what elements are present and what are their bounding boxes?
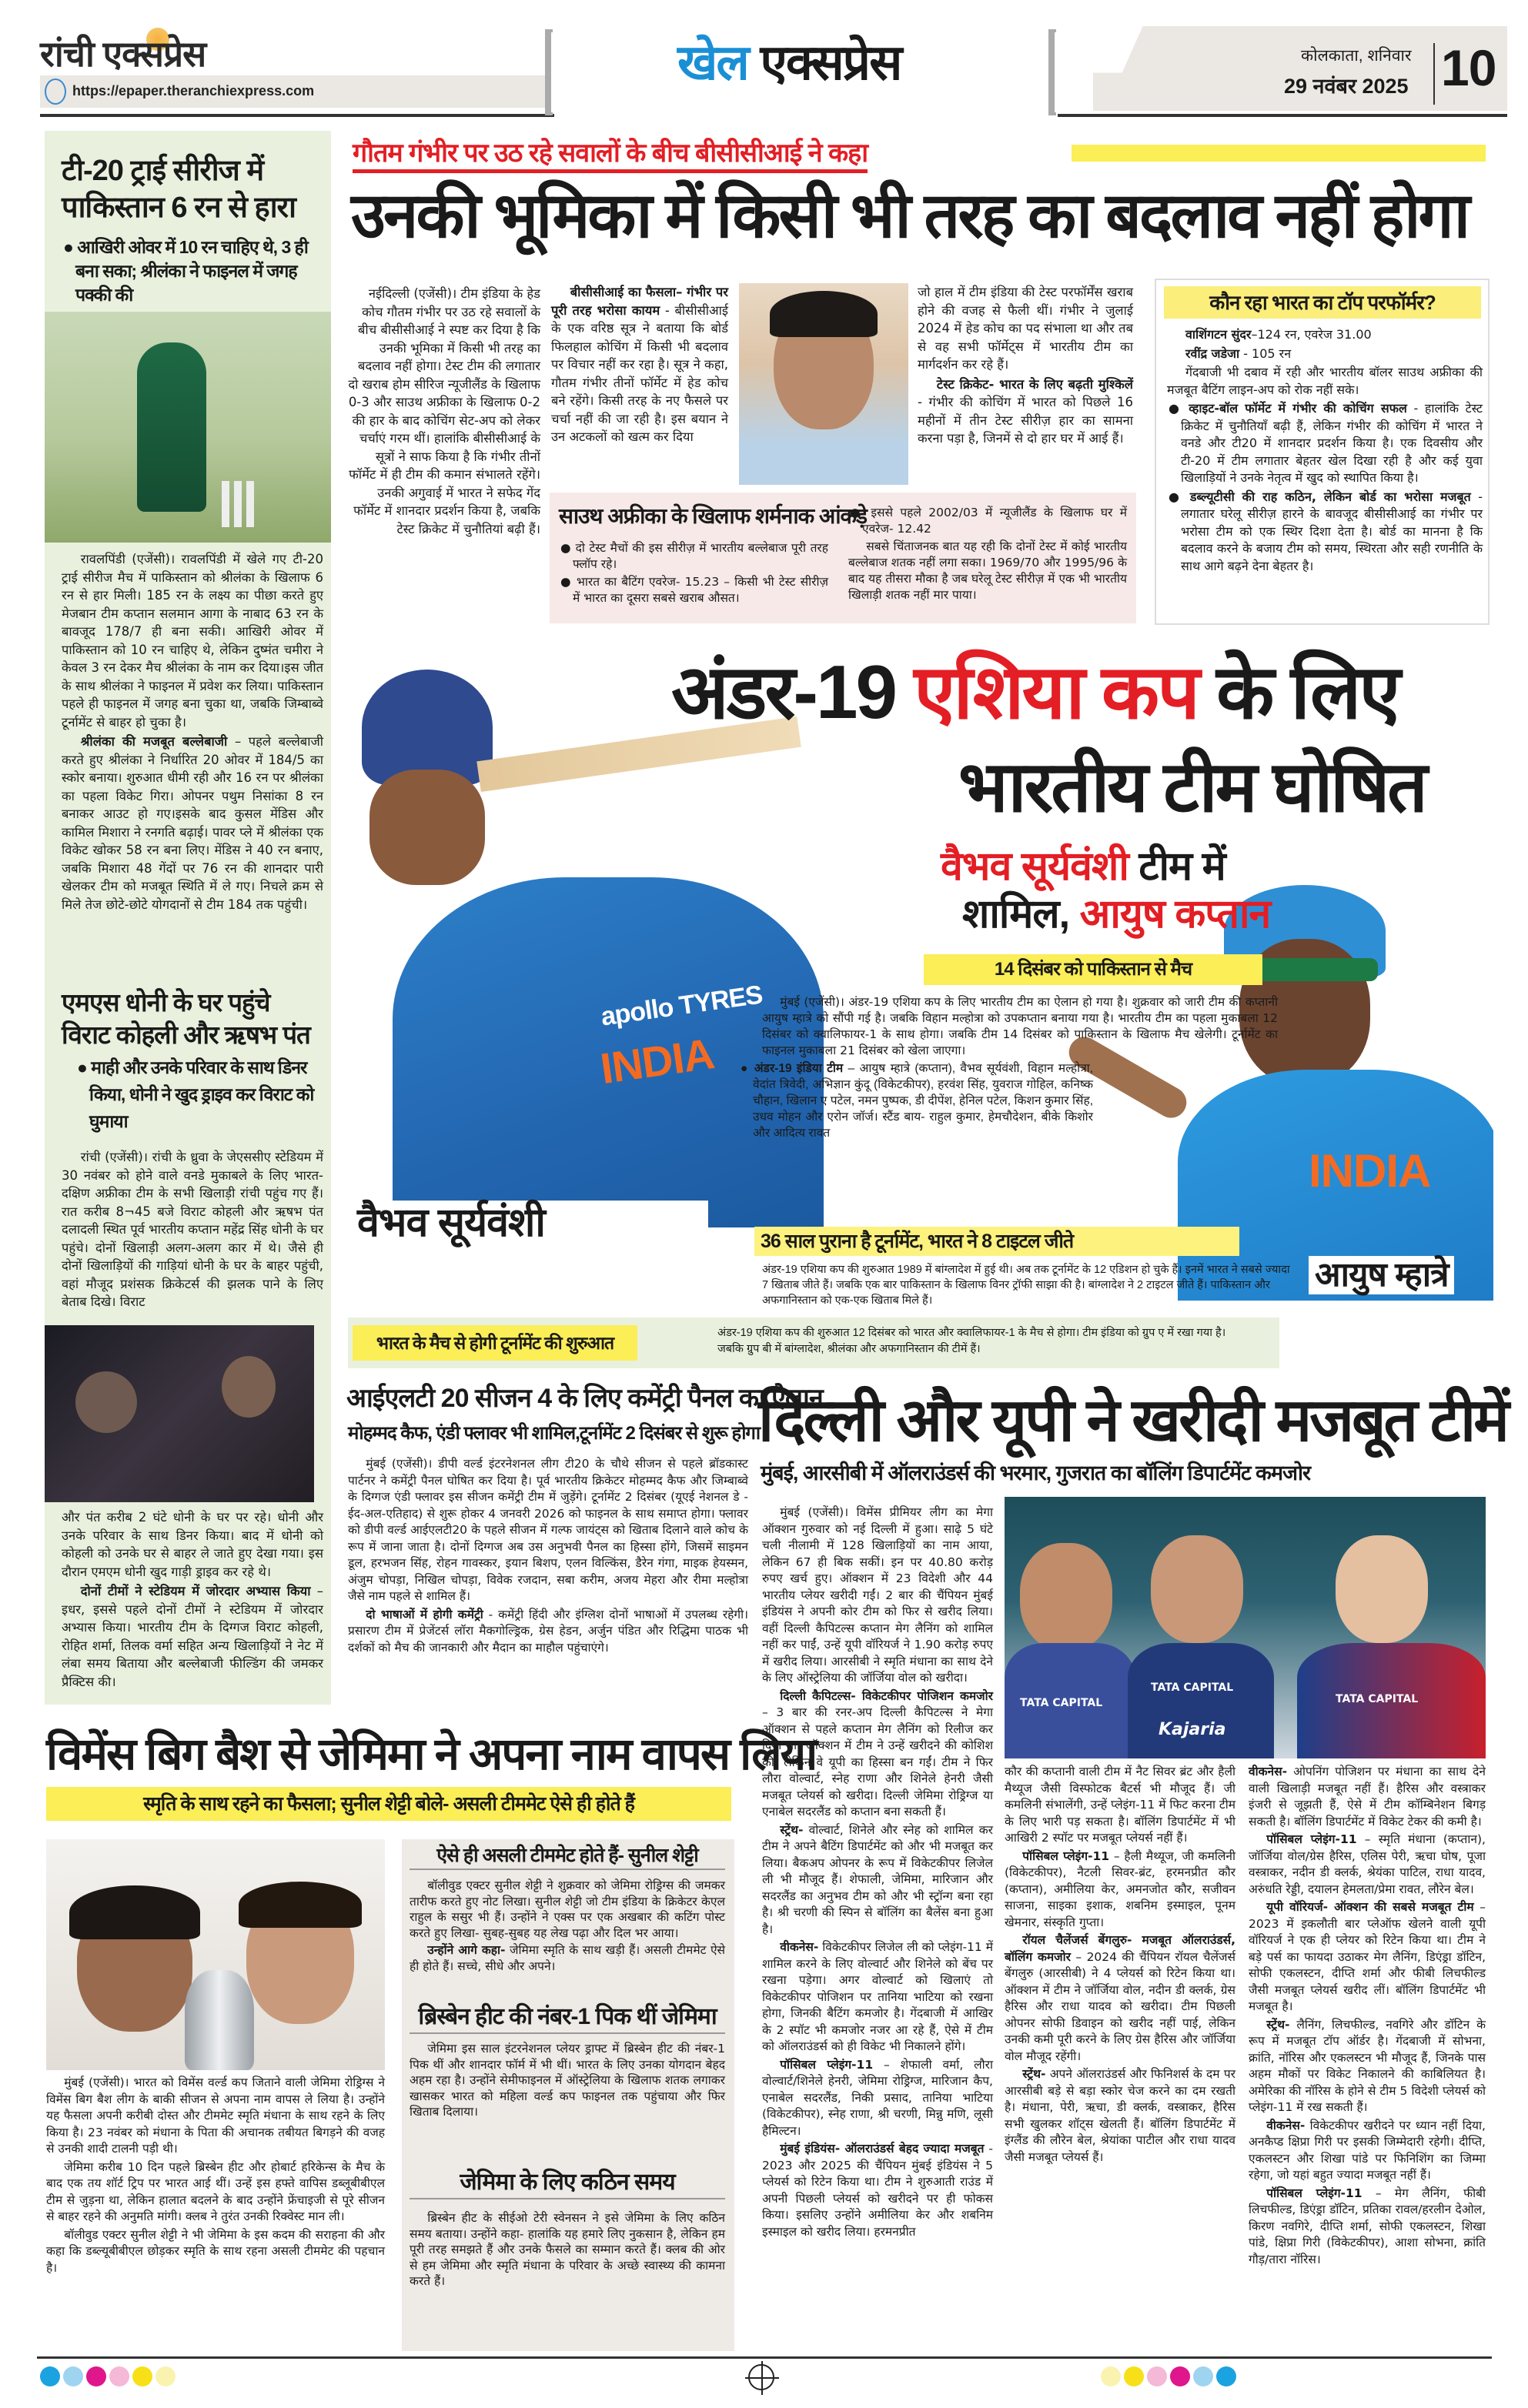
history-text: अंडर-19 एशिया कप की शुरुआत 1989 में बांग्लादेश में हुई थी। अब तक टूर्नामेंट के 12 एडिशन हो चुके हैं। इनमें भारत ने सबसे ज्यादा 7 खिताब जीते हैं। जबकि एक बार पाकिस्तान के खिलाफ विनर ट्रॉफी साझा की है। बांग्लादेश ने 2 टाइटल जीते हैं। पाकिस्तान और अफगानिस्तान को एक-एक खिताब मिले हैं।: [762, 1264, 1290, 1307]
u19-headline-line2: भारतीय टीम घोषित: [958, 748, 1426, 827]
t20-headline: टी-20 ट्राई सीरीज में पाकिस्तान 6 रन से हारा: [62, 155, 296, 224]
jemimah-headline: विमेंस बिग बैश से जेमिमा ने अपना नाम वापस लिया: [46, 1729, 817, 1779]
vaibhav-caption: वैभव सूर्यवंशी: [357, 1201, 545, 1245]
jersey-sponsor: apollo TYRES: [599, 980, 764, 1032]
top-performer-title: कौन रहा भारत का टॉप परफॉर्मर?: [1164, 286, 1481, 319]
color-dot: [1170, 2366, 1190, 2386]
bracket-left: [545, 29, 553, 115]
batsman-figure: [137, 342, 206, 512]
color-dot: [1216, 2366, 1236, 2386]
top-performer-box: कौन रहा भारत का टॉप परफॉर्मर? वाशिंगटन सुंदर–124 रन, एवरेज 31.00 रवींद्र जडेजा - 105 रन गेंदबाजी भी दबाव में रही और भारतीय बॉलर साउथ अफ्रीका की मजबूत बैटिंग लाइन-अप को रोक नहीं सके। ● व्हाइट-बॉल फॉर्मेट में गंभीर की कोचिंग सफल - हालांकि टेस्ट क्रिकेट में चुनौतियाँ बढ़ी हैं, लेकिन गंभीर की कोचिंग में भारत ने वनडे और टी20 में शानदार प्रदर्शन किया है। एक दिवसीय और टी-20 में टीम लगातार बेहतर खेल दिखा रही है और कई युवा खिलाड़ियों ने उनके नेतृत्व में खुद को स्थापित किया है। ● डब्ल्यूटीसी की राह कठिन, लेकिन बोर्ड का भरोसा मजबूत - लगातार घरेलू सीरीज़ हारने के बावजूद बीसीसीआई का गंभीर पर भरोसा टीम को एक स्थिर दिशा देता है। बोर्ड का मानना है कि बदलाव करने के बजाय टीम को समय, स्थिरता और सही रणनीति के साथ आगे बढ़ने देना बेहतर है।: [1155, 279, 1490, 625]
color-dot: [63, 2366, 83, 2386]
gambhir-col-2: बीसीसीआई का फैसला– गंभीर पर पूरी तरह भरोसा कायम - बीसीसीआई के एक वरिष्ठ सूत्र ने बताया कि बोर्ड फिलहाल कोचिंग में किसी भी बदलाव पर विचार नहीं कर रहा है। सूत्र ने कहा, गौतम गंभीर तीनों फॉर्मेट में हेड कोच बने रहेंगे। किसी तरह के नए फैसले पर चर्चा नहीं की जा रही है। इस बयान ने उन अटकलों को खत्म कर दिया: [551, 285, 728, 444]
dhoni-body-2: और पंत करीब 2 घंटे धोनी के घर पर रहे। धोनी और उनके परिवार के साथ डिनर किया। बाद में धोनी को कोहली को उनके घर से बाहर ले जाते हुए देखा गया। इस दौरान एमएम धोनी खुद गाड़ी ड्राइव कर रहे थे। दोनों टीमों ने स्टेडियम में जोरदार अभ्यास किया – इधर, इससे पहले दोनों टीमों ने स्टेडियम में जोरदार अभ्यास किया। भारतीय टीम के दिग्गज विराट कोहली, रोहित शर्मा, तिलक वर्मा सहित अन्य खिलाड़ियों ने नेट में लंबा समय बिताया और बल्लेबाजी फील्डिंग की जमकर प्रैक्टिस की।: [62, 1510, 323, 1689]
gambhir-kicker: गौतम गंभीर पर उठ रहे सवालों के बीच बीसीसीआई ने कहा: [353, 140, 868, 173]
history-title: 36 साल पुराना है टूर्नामेंट, भारत ने 8 टाइटल जीते: [754, 1227, 1239, 1256]
color-dot: [1147, 2366, 1167, 2386]
stats-box: साउथ अफ्रीका के खिलाफ शर्मनाक आंकड़े ● दो टेस्ट मैचों की इस सीरीज़ में भारतीय बल्लेबाज पूरी तरह फ्लॉप रहे। ● भारत का बैटिंग एवरेज- 15.23 – किसी भी टेस्ट सीरीज़ में भारत का दूसरा सबसे खराब औसत। ● इससे पहले 2002/03 में न्यूजीलैंड के खिलाफ घर में एवरेज- 12.42 सबसे चिंताजनक बात यह रही कि दोनों टेस्ट में कोई भारतीय बल्लेबाज शतक नहीं लगा सका। 1969/70 और 1995/96 के बाद यह तीसरा मौका है जब घरेलू टेस्ट सीरीज़ में एक भी भारतीय खिलाड़ी शतक नहीं मार पाया।: [550, 493, 1136, 623]
trophy: [185, 1970, 254, 2070]
stats-bullet: ● दो टेस्ट मैचों की इस सीरीज़ में भारतीय बल्लेबाज पूरी तरह फ्लॉप रहे।: [559, 540, 828, 573]
wpl-col-1: मुंबई (एजेंसी)। विमेंस प्रीमियर लीग का मेगा ऑक्शन गुरुवार को नई दिल्ली में हुआ। साढ़े 5 घंटे चली नीलामी में 128 खिलाड़ियों का नाम आया, लेकिन 67 ही बिक सकीं। इन पर 40.80 करोड़ रुपए खर्च हुए। ऑक्शन में 23 विदेशी और 44 भारतीय प्लेयर खरीदी गईं। 2 बार की चैंपियन मुंबई इंडियंस ने अपनी कोर टीम को फिर से खरीद लिया। वहीं दिल्ली कैपिटल्स कप्तान मेग लैनिंग को शामिल नहीं कर पाईं, उन्हें यूपी वॉरियर्ज ने 1.90 करोड़ रुपए में खरीद लिया। आरसीबी ने स्मृति मंधाना का साथ देने के लिए ऑस्ट्रेलिया की जॉर्जिया वोल को खरीदा। दिल्ली कैपिटल्स- विकेटकीपर पोजिशन कमजोर – 3 बार की रनर-अप दिल्ली कैपिटल्स ने मेगा ऑक्शन से पहले कप्तान मेग लैनिंग को रिलीज कर दिया था। ऑक्शन में टीम ने उन्हें खरीदने की कोशिश की, लेकिन वे यूपी का हिस्सा बन गईं। टीम ने फिर लौरा वोल्वार्ट, स्नेह राणा और शिनेले हेनरी जैसी मजबूत प्लेयर्स को खरीदा। दिल्ली जेमिमा रोड्रिग्ज या एनाबेल सदरलैंड को कप्तान बना सकती हैं। स्ट्रेंथ- वोल्वार्ट, शिनेले और स्नेह को शामिल कर टीम ने अपने बैटिंग डिपार्टमेंट को और भी मजबूत कर लिया। बैकअप ओपनर के रूप में विकेटकीपर लिजेल ली भी मौजूद हैं। शेफाली, जेमिमा, मारिजान और सदरलैंड का अनुभव टीम को और भी स्ट्रॉन्ग बना रहा है। श्री चरणी की स्पिन से बॉलिंग का बैलेंस बना हुआ है। वीकनेस- विकेटकीपर लिजेल ली को प्लेइंग-11 में शामिल करने के लिए वोल्वार्ट और शिनेले को बेंच पर रखना पड़ेगा। अगर वोल्वार्ट को खिलाएं तो विकेटकीपर पोजिशन पर तानिया भाटिया को रखना होगा, जिनकी बैटिंग कमजोर है। गेंदबाजी में आखिर के 2 स्पॉट भी कमजोर नजर आ रहे हैं, ऐसे में टीम को ऑलराउंडर्स को ही विकेट भी निकालने होंगे। पॉसिबल प्लेइंग-11 – शेफाली वर्मा, लौरा वोल्वार्ट/शिनेले हेनरी, जेमिमा रोड्रिग्ज, मारिजान कैप, एनाबेल सदरलैंड, निकी प्रसाद, तानिया भाटिया (विकेटकीपर), स्नेह राणा, श्री चरणी, मिन्नु मणि, लूसी हैमिल्टन। मुंबई इंडियंस- ऑलराउंडर्स बेहद ज्यादा मजबूत - 2023 और 2025 की चैंपियन मुंबई इंडियंस ने 5 प्लेयर्स को रिटेन किया था। टीम ने शुरुआती राउंड में अपनी पिछली प्लेयर्स को खरीदने पर ही फोकस किया। इसलिए उन्होंने अमीलिया केर और शबनिम इस्माइल को खरीद लिया। हरमनप्रीत: [762, 1505, 993, 2239]
jemimah-body: मुंबई (एजेंसी)। भारत को विमेंस वर्ल्ड कप जिताने वाली जेमिमा रोड्रिग्स ने विमेंस बिग बैश लीग के बाकी सीजन से अपना नाम वापस ले लिया है। उन्होंने यह फैसला अपनी करीबी दोस्त और टीममेट स्मृति मंधाना के साथ रहने के लिए किया है। 23 नवंबर को मंधाना के पिता की अचानक तबीयत बिगड़ने की वजह से उनकी शादी टालनी पड़ी थी। जेमिमा करीब 10 दिन पहले ब्रिस्बेन हीट और होबार्ट हरिकेन्स के मैच के बाद एक तय शॉर्ट ट्रिप पर भारत आई थीं। उन्हें इस हफ्ते वापिस डब्लूबीबीएल टीम से जुड़ना था, लेकिन हालात बदलने के बाद उन्होंने फ्रेंचाइजी से पूरे सीजन से बाहर रहने की अनुमति मांगी। क्लब ने तुरंत उनकी रिक्वेस्ट मान ली। बॉलीवुड एक्टर सुनील शेट्टी ने भी जेमिमा के इस कदम की सराहना की और कहा कि डब्ल्यूबीबीएल छोड़कर स्मृति के साथ रहना असली टीममेट की पहचान है।: [46, 2076, 385, 2275]
u19-body: मुंबई (एजेंसी)। अंडर-19 एशिया कप के लिए भारतीय टीम का ऐलान हो गया है। शुक्रवार को जारी टीम की कप्तानी आयुष म्हात्रे को सौंपी गई है। जबकि विहान मल्होत्रा को उपकप्तान बनाया गया है। भारतीय टीम का पहला मुकाबला 12 दिसंबर को क्वालिफायर-1 के साथ होगा। जबकि टीम 14 दिसंबर को पाकिस्तान के खिलाफ मैच खेलेगी। टूर्नामेंट का फाइनल मुकाबला 21 दिसंबर को खेला जाएगा। ● अंडर-19 इंडिया टीम – आयुष म्हात्रे (कप्तान), वैभव सूर्यवंशी, विहान मल्होत्रा, वेदांत त्रिवेदी, अभिज्ञान कुंदू (विकेटकीपर), हरवंश सिंह, युवराज गोहिल, कनिष्क चौहान, खिलान ए पटेल, नमन पुष्पक, डी दीपेंश, हेनिल पटेल, किशन कुमार सिंह, उधव मोहन और एरोन जॉर्ज। स्टैंड बाय- राहुल कुमार, हेमचौदेशन, बीके किशोर और आदित्य रावत: [739, 994, 1278, 1143]
color-dot: [1124, 2366, 1144, 2386]
sponsor-label: TATA CAPITAL: [1151, 1682, 1234, 1694]
gambhir-col-3: जो हाल में टीम इंडिया की टेस्ट परफॉर्मेंस खराब होने की वजह से फैली थीं। गंभीर ने जुलाई 2024 में हेड कोच का पद संभाला था और तब से वह सभी फॉर्मेट्स में भारतीय टीम का मार्गदर्शन कर रहे हैं। टेस्ट क्रिकेट- भारत के लिए बढ़ती मुश्किलें - गंभीर की कोचिंग में भारत को पिछले 16 महीनों में तीन टेस्ट सीरीज़ हार का सामना करना पड़ा है, जिनमें से दो हार घर में आई हैं।: [918, 285, 1133, 446]
jersey-text: INDIA: [1309, 1145, 1431, 1197]
opener-text: अंडर-19 एशिया कप की शुरुआत 12 दिसंबर को भारत और क्वालिफायर-1 के मैच से होगा। टीम इंडिया को ग्रुप ए में रखा गया है। जबकि ग्रुप बी में बांग्लादेश, श्रीलंका और अफगानिस्तान की टीमें हैं।: [717, 1327, 1226, 1355]
epaper-link[interactable]: https://epaper.theranchiexpress.com: [72, 83, 315, 99]
logo: रांची एक्सप्रेस: [40, 31, 317, 77]
t20-body: रावलपिंडी (एजेंसी)। रावलपिंडी में खेले गए टी-20 ट्राई सीरीज मैच में पाकिस्तान को श्रीलंका के खिलाफ 6 रन से हार मिली। 185 रन के लक्ष्य का पीछा करते हुए मेजबान टीम कप्तान सलमान आगा के नाबाद 63 रन के बावजूद 178/7 ही बना सकी। आखिरी ओवर में पाकिस्तान को 10 रन चाहिए थे, लेकिन दुष्मंत चमीरा ने केवल 3 रन देकर मैच श्रीलंका के नाम कर दिया।इस जीत के साथ श्रीलंका ने फाइनल में प्रवेश कर लिया। पाकिस्तान पहले ही फाइनल में जगह बना चुका था, जबकि जिम्बाब्वे टूर्नामेंट से बाहर हो चुका है। श्रीलंका की मजबूत बल्लेबाजी – पहले बल्लेबाजी करते हुए श्रीलंका ने निर्धारित 20 ओवर में 184/5 का स्कोर बनाया। शुरुआत धीमी रही और 16 रन पर श्रीलंका का पहला विकेट गिरा। ओपनर पथुम निसांका 8 रन बनाकर आउट हो गए।इसके बाद कुसल मेंडिस और कामिल मिशारा ने रनगति बढ़ाई। पावर प्ले में श्रीलंका एक विकेट खोकर 58 रन बना लिए। मेंडिस ने 40 रन बनाए, जबकि मिशारा 48 गेंदों पर 76 रन की शानदार पारी खेलकर टीम को मजबूत स्थिति में ले गए। निचले क्रम से मिले तेज छोटे-छोटे योगदानों से टीम 184 तक पहुंची।: [62, 552, 323, 912]
color-dot: [40, 2366, 60, 2386]
issue-date: 29 नवंबर 2025: [1284, 75, 1409, 98]
section-title: [677, 37, 901, 89]
color-dot: [109, 2366, 129, 2386]
wpl-col-3: वीकनेस- ओपनिंग पोजिशन पर मंधाना का साथ देने वाली खिलाड़ी मजबूत नहीं हैं। हैरिस और वस्त्राकर इंजरी से जूझती हैं, ऐसे में टीम कॉम्बिनेशन बिगड़ सकती है। बॉलिंग डिपार्टमेंट में विकेट टेकर की कमी है। पॉसिबल प्लेइंग-11 – स्मृति मंधाना (कप्तान), जॉर्जिया वोल/ग्रेस हैरिस, एलिस पेरी, ऋचा घोष, पूजा वस्त्राकर, नदीन डी क्लर्क, श्रेयंका पाटिल, राधा यादव, अरुंधति रेड्डी, दयालन हेमलता/प्रेमा रावत, लौरेन बेल। यूपी वॉरियर्ज- ऑक्शन की सबसे मजबूत टीम – 2023 में इकलौती बार प्लेऑफ खेलने वाली यूपी वॉरियर्ज ने एक ही प्लेयर को रिटेन किया था। टीम ने बड़े पर्स का फायदा उठाकर मेग लैनिंग, डिएंड्रा डॉटिन, सोफी एकलस्टन, दीप्ति शर्मा और फीबी लिचफील्ड जैसी मजबूत प्लेयर्स खरीद लीं। बॉलिंग डिपार्टमेंट भी मजबूत है। स्ट्रेंथ- लैनिंग, लिचफील्ड, नवगिरे और डॉटिन के रूप में मजबूत टॉप ऑर्डर है। गेंदबाजी में सोभना, क्रांति, नॉरिस और एकलस्टन भी मौजूद हैं, जिनके पास अहम मौकों पर विकेट निकालने की काबिलियत है। अमेरिका की नॉरिस के होने से टीम 5 विदेशी प्लेयर्स को प्लेइंग-11 में रख सकती हैं। वीकनेस- विकेटकीपर खरीदने पर ध्यान नहीं दिया, अनकैप्ड क्षिप्रा गिरी पर इसकी जिम्मेदारी रहेगी। दीप्ति, एकलस्टन और शिखा पांडे पर फिनिशिंग का जिम्मा रहेगा, जो यहां बहुत ज्यादा मजबूत नहीं हैं। पॉसिबल प्लेइंग-11 – मेग लैनिंग, फीबी लिचफील्ड, डिएंड्रा डॉटिन, प्रतिका रावल/हरलीन देओल, किरण नवगिरे, दीप्ति शर्मा, सोफी एकलस्टन, शिखा पांडे, क्षिप्रा गिरी (विकेटकीपर), आशा सोभना, क्रांति गौड़/तारा नॉरिस।: [1249, 1765, 1486, 2266]
sidebar: [45, 131, 331, 1705]
dhoni-headline: एमएस धोनी के घर पहुंचे विराट कोहली और ऋषभ पंत: [62, 988, 310, 1049]
color-dot: [1193, 2366, 1213, 2386]
u19-subheadline: वैभव सूर्यवंशी टीम में शामिल, आयुष कप्तान: [941, 844, 1271, 937]
suniel-shetty-box: ऐसे ही असली टीममेट होते हैं- सुनील शेट्टी बॉलीवुड एक्टर सुनील शेट्टी ने शुक्रवार को जेमिमा रोड्रिग्स की जमकर तारीफ करते हुए नोट लिखा। सुनील शेट्टी जो टीम इंडिया के क्रिकेटर केएल राहुल के ससुर भी हैं। उन्होंने ने एक्स पर एक अखबार की कटिंग पोस्ट करते हुए लिखा- सुबह-सुबह यह लेख पढ़ा और दिल भर आया। उन्होंने आगे कहा- जेमिमा स्मृति के साथ खड़ी हैं। असली टीममेट ऐसे ही होते हैं। सच्चे, सीधे और अपने। ब्रिस्बेन हीट की नंबर-1 पिक थीं जेमिमा जेमिमा इस साल इंटरनेशनल प्लेयर ड्राफ्ट में ब्रिस्बेन हीट की नंबर-1 पिक थीं और शानदार फॉर्म में भी थीं। भारत के लिए उनका योगदान बेहद अहम रहा है। उन्होंने सेमीफाइनल में ऑस्ट्रेलिया के खिलाफ शतक लगाकर खासकर भारत को महिला वर्ल्ड कप फाइनल तक पहुंचाया और फिर खिताब दिलाया। जेमिमा के लिए कठिन समय ब्रिस्बेन हीट के सीईओ टेरी स्वेनसन ने इसे जेमिमा के लिए कठिन समय बताया। उन्होंने कहा- हालांकि यह हमारे लिए नुकसान है, लेकिन हम पूरी तरह समझते हैं और उनके फैसले का सम्मान करते हैं। क्लब की ओर से हम जेमिमा और स्मृति मंधाना के परिवार के अच्छे स्वास्थ्य की कामना करते हैं।: [402, 1839, 734, 2351]
gambhir-photo: [739, 283, 908, 485]
t20-subheadline: ● आखिरी ओवर में 10 रन चाहिए थे, 3 ही बना सका; श्रीलंका ने फाइनल में जगह पक्की की: [62, 235, 320, 307]
opener-strip: [348, 1318, 1279, 1368]
t20-photo: [45, 312, 331, 543]
pakistan-match-strip: 14 दिसंबर को पाकिस्तान से मैच: [924, 954, 1262, 985]
gambhir-headline: उनकी भूमिका में किसी भी तरह का बदलाव नहीं होगा: [351, 181, 1468, 251]
section-title-express: एक्सप्रेस: [760, 35, 901, 90]
dhoni-subheadline: ● माही और उनके परिवार के साथ डिनर किया, धोनी ने खुद ड्राइव कर विराट को घुमाया: [75, 1054, 322, 1135]
ayush-caption: आयुष म्हात्रे: [1309, 1256, 1454, 1294]
jemimah-subheadline: स्मृति के साथ रहने का फैसला; सुनील शेट्टी बोले- असली टीममेट ऐसे ही होते हैं: [46, 1787, 731, 1821]
ilt20-subheadline: मोहम्मद कैफ, एंडी फ्लावर भी शामिल,टूर्नामेंट 2 दिसंबर से शुरू होगा: [348, 1423, 761, 1444]
registration-mark-icon: [748, 2364, 774, 2390]
jemimah-smriti-photo: [46, 1839, 385, 2070]
wpl-subheadline: मुंबई, आरसीबी में ऑलराउंडर्स की भरमार, गुजरात का बॉलिंग डिपार्टमेंट कमजोर: [761, 1461, 1311, 1485]
color-dot: [155, 2366, 176, 2386]
opener-title: भारत के मैच से होगी टूर्नामेंट की शुरुआत: [353, 1325, 637, 1361]
dhoni-body-1: रांची (एजेंसी)। रांची के ध्रुवा के जेएससीए स्टेडियम में 30 नवंबर को होने वाले वनडे मुकाबले के लिए भारत-दक्षिण अफ्रीका टीम के सभी खिलाड़ी रांची पहुंच गए हैं। रात करीब 8¬45 बजे विराट कोहली और ऋषभ पंत दलादली स्थित पूर्व भारतीय कप्तान महेंद्र सिंह धोनी के घर पहुंचे। दोनों खिलाड़ी अलग-अलग कार में थे। जैसे ही दोनों खिलाड़ियों की गाड़ियां धोनी के घर के बाहर पहुंची, वहां मौजूद प्रशंसक क्रिकेटर्स की झलक पाने के लिए बेताब दिखे। विराट: [62, 1150, 323, 1309]
color-dot: [86, 2366, 106, 2386]
wpl-players-photo: [1005, 1497, 1486, 1758]
stats-bullet: ● भारत का बैटिंग एवरेज- 15.23 – किसी भी टेस्ट सीरीज़ में भारत का दूसरा सबसे खराब औसत।: [559, 574, 828, 606]
stats-bullet: ● इससे पहले 2002/03 में न्यूजीलैंड के खिलाफ घर में एवरेज- 12.42: [848, 505, 1127, 537]
ilt20-body: मुंबई (एजेंसी)। डीपी वर्ल्ड इंटरनेशनल लीग टी20 के चौथे सीजन से पहले ब्रॉडकास्ट पार्टनर ने कमेंट्री पैनल घोषित कर दिया है। पूर्व भारतीय क्रिकेटर मोहम्मद कैफ और जिम्बाब्वे के दिग्गज एंडी फ्लावर इस सीजन कमेंट्री टीम में जुड़ेंगे। टूर्नामेंट 2 दिसंबर (यूएई नेशनल डे - ईद-अल-एतिहाद) से शुरू होकर 4 जनवरी 2026 को फाइनल के साथ समाप्त होगा। फ्लावर को डीपी वर्ल्ड आईएलटी20 के पहले सीजन में गल्फ जायंट्स को खिताब दिलाने वाले कोच के रूप में जाना जाता है। दोनों दिग्गज अब उस अनुभवी पैनल का हिस्सा होंगे, जिसमें साइमन डूल, हरभजन सिंह, रोहन गावस्कर, इयान बिशप, एलन विल्किंस, डैरेन गंगा, माइक हेयस्मन, अंजुम चोपड़ा, निखिल चोपड़ा, विवेक रजदान, सबा करीम, अजय मेहरा और रीमा मल्होत्रा जैसे नाम पहले से शामिल हैं। दो भाषाओं में होगी कमेंट्री - कमेंट्री हिंदी और इंग्लिश दोनों भाषाओं में उपलब्ध रहेगी। प्रसारण टीम में प्रेजेंटर्स लॉरा मैकगोल्ड्रिक, ग्रेस हेडन, अर्जुन पंडित और रिद्धिमा पाठक भी दर्शकों को मैच की जानकारी और मैदान का माहौल पहुंचाएंगे।: [348, 1457, 749, 1655]
box-heading: ब्रिस्बेन हीट की नंबर-1 पिक थीं जेमिमा: [410, 2005, 725, 2034]
jersey-text: INDIA: [597, 1029, 717, 1093]
gambhir-col-1: नईदिल्ली (एजेंसी)। टीम इंडिया के हेड कोच गौतम गंभीर पर उठ रहे सवालों के बीच बीसीसीआई ने स्पष्ट कर दिया है कि उनकी भूमिका में किसी भी तरह का बदलाव नहीं होगा। टेस्ट टीम की लगातार दो खराब होम सीरिज न्यूजीलैंड के खिलाफ 0-3 और साउथ अफ्रीका के खिलाफ 0-2 की हार के बाद कोचिंग सेट-अप को लेकर चर्चाएं गरम थीं। हालांकि बीसीसीआई के सूत्रों ने साफ किया है कि गंभीर तीनों फॉर्मेट में ही टीम की कमान संभालते रहेंगे। उनकी अगुवाई में भारत ने सफेद गेंद फॉर्मेट में शानदार प्रदर्शन किया है, जबकि टेस्ट क्रिकेट में चुनौतियां बढ़ी हैं।: [348, 286, 540, 536]
sponsor-label: TATA CAPITAL: [1336, 1693, 1419, 1705]
box-heading: ऐसे ही असली टीममेट होते हैं- सुनील शेट्टी: [410, 1845, 725, 1870]
wpl-headline: दिल्ली और यूपी ने खरीदी मजबूत टीमें: [758, 1386, 1507, 1454]
color-dot: [1101, 2366, 1121, 2386]
color-dot: [132, 2366, 152, 2386]
box-heading: जेमिमा के लिए कठिन समय: [410, 2170, 725, 2199]
sponsor-label: Kajaria: [1159, 1720, 1226, 1739]
bracket-right: [1048, 29, 1056, 115]
u19-headline: अंडर-19 एशिया कप के लिए: [671, 650, 1399, 734]
section-title-khel: खेल: [677, 35, 748, 90]
ilt20-headline: आईएलटी 20 सीजन 4 के लिए कमेंट्री पैनल का ऐलान: [346, 1384, 823, 1413]
kicker-bar: [1072, 145, 1486, 162]
stats-box-title: साउथ अफ्रीका के खिलाफ शर्मनाक आंकड़े: [559, 504, 867, 528]
hand-icon: [45, 78, 66, 105]
wpl-col-2: कौर की कप्तानी वाली टीम में नैट सिवर ब्रंट और हैली मैथ्यूज जैसी विस्फोटक बैटर्स भी मौजूद हैं। जी कमलिनी संभालेंगी, उन्हें प्लेइंग-11 में फिट करना टीम के लिए भारी पड़ सकता है। बॉलिंग डिपार्टमेंट में भी आखिरी 2 स्पॉट पर मजबूत प्लेयर्स नहीं हैं। पॉसिबल प्लेइंग-11 – हैली मैथ्यूज, जी कमलिनी (विकेटकीपर), नैटली सिवर-ब्रंट, हरमनप्रीत कौर (कप्तान), अमीलिया केर, अमनजोत कौर, सजीवन साजना, साइका इशाक, शबनिम इस्माइल, पूनम खेमनार, संस्कृति गुप्ता। रॉयल चैलेंजर्स बेंगलुरु- मजबूत ऑलराउंडर्स, बॉलिंग कमजोर – 2024 की चैंपियन रॉयल चैलेंजर्स बेंगलुरु (आरसीबी) ने 4 प्लेयर्स को रिटेन किया था। ऑक्शन में टीम ने जॉर्जिया वोल, नदीन डी क्लर्क, ग्रेस हैरिस और राधा यादव को खरीदा। टीम पिछली ओपनर सोफी डिवाइन को खरीद नहीं पाई, लेकिन उनकी कमी पूरी करने के लिए ग्रेस हैरिस और जॉर्जिया वोल मौजूद रहेंगी। स्ट्रेंथ- अपने ऑलराउंडर्स और फिनिशर्स के दम पर आरसीबी बड़े से बड़ा स्कोर चेज करने का दम रखती है। मंधाना, पेरी, ऋचा, डी क्लर्क, वस्त्राकर, हैरिस सभी खुलकर शॉट्स खेलती हैं। बॉलिंग डिपार्टमेंट में इंग्लैंड की लौरेन बेल, श्रेयांका पाटील और राधा यादव जैसी मजबूत प्लेयर्स हैं।: [1005, 1765, 1235, 2164]
city-day: कोलकाता, शनिवार: [1301, 47, 1412, 65]
page-number: 10: [1441, 39, 1496, 96]
sponsor-label: TATA CAPITAL: [1020, 1697, 1103, 1709]
dhoni-car-photo: [45, 1325, 314, 1502]
